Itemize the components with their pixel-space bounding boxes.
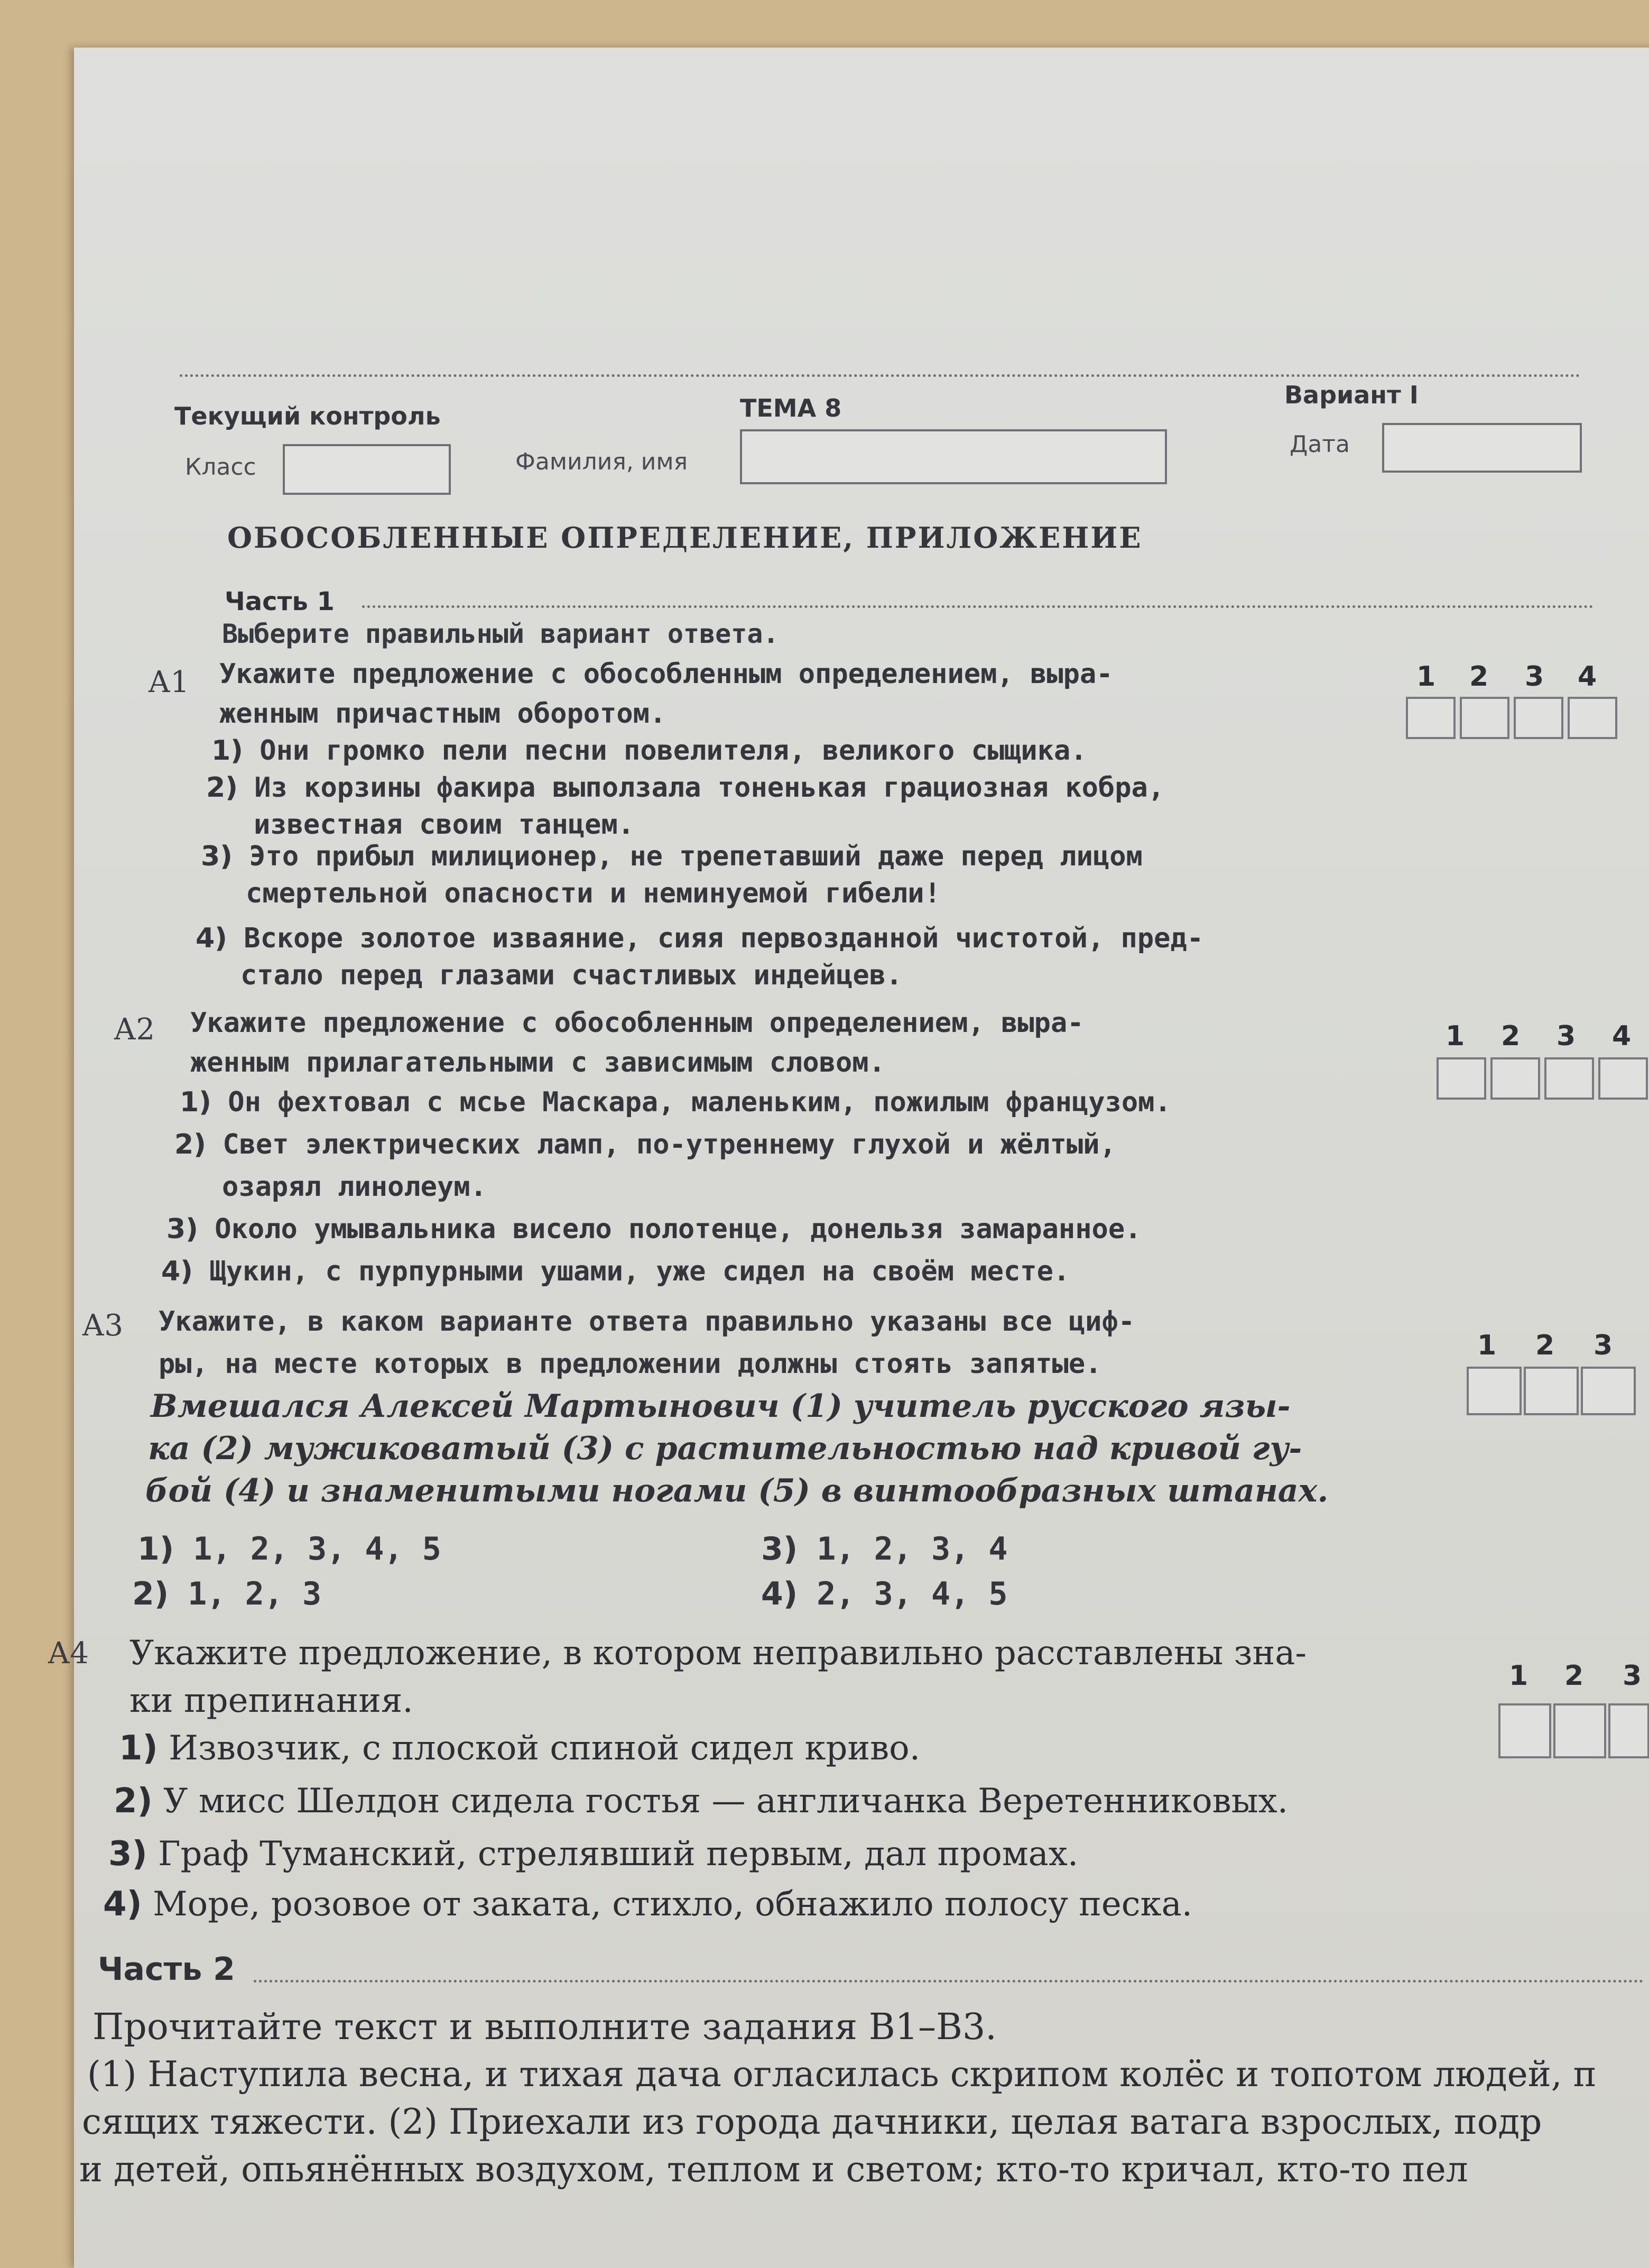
option-text: 1, 2, 3 — [188, 1575, 322, 1612]
grid-number: 4 — [1612, 1020, 1632, 1052]
option — [137, 1531, 441, 1568]
question-text-line: Укажите, в каком варианте ответа правильно указаны все циф- — [159, 1306, 1135, 1338]
option-number: 4) — [761, 1575, 798, 1612]
header-left: Текущий контроль — [174, 402, 441, 430]
answer-box[interactable] — [1524, 1367, 1579, 1415]
part1-label: Часть 1 — [225, 587, 335, 616]
option — [103, 1885, 1192, 1924]
question-text-line: женным причастным оборотом. — [219, 698, 666, 730]
grid-number: 2 — [1535, 1330, 1555, 1361]
option-text: У мисс Шелдон сидела гостья — англичанка Веретенниковых. — [163, 1782, 1289, 1821]
reading-text-line: и детей, опьянённых воздухом, теплом и светом; кто-то кричал, кто-то пел — [79, 2149, 1468, 2190]
option — [180, 1086, 1171, 1118]
answer-box[interactable] — [1498, 1703, 1551, 1758]
grid-number: 3 — [1557, 1020, 1576, 1052]
option-text: Граф Туманский, стрелявший первым, дал промах. — [158, 1834, 1079, 1874]
option — [108, 1834, 1078, 1874]
date-field[interactable] — [1382, 423, 1582, 473]
option-continuation: известная своим танцем. — [254, 809, 635, 841]
option-text: Он фехтовал с мсье Маскара, маленьким, пожилым французом. — [228, 1086, 1171, 1118]
reading-text-line: сящих тяжести. (2) Приехали из города дачники, целая ватага взрослых, подр — [82, 2101, 1542, 2142]
option-number: 3) — [108, 1834, 147, 1874]
option — [119, 1729, 920, 1768]
grid-number: 1 — [1477, 1330, 1497, 1361]
option-continuation: смертельной опасности и неминуемой гибели! — [246, 878, 941, 909]
option-number: 3) — [761, 1531, 798, 1568]
option — [114, 1782, 1288, 1821]
option-text: 1, 2, 3, 4, 5 — [193, 1531, 441, 1568]
option-number: 2) — [114, 1782, 153, 1821]
reading-text-line: (1) Наступила весна, и тихая дача огласилась скрипом колёс и топотом людей, п — [87, 2054, 1597, 2095]
answer-box[interactable] — [1467, 1367, 1522, 1415]
option — [166, 1213, 1141, 1245]
part2-divider — [254, 1980, 1644, 1983]
option-number: 4) — [161, 1256, 193, 1287]
option-number: 2) — [132, 1575, 169, 1612]
option-number: 2) — [206, 772, 238, 804]
option — [761, 1531, 1008, 1568]
option-number: 1) — [211, 735, 243, 767]
answer-box[interactable] — [1581, 1367, 1636, 1415]
name-field[interactable] — [740, 429, 1167, 484]
grid-number: 3 — [1525, 661, 1544, 693]
option-text: Щукин, с пурпурными ушами, уже сидел на своём месте. — [209, 1256, 1070, 1287]
question-text-line: ки препинания. — [129, 1681, 413, 1720]
option-text: 1, 2, 3, 4 — [817, 1531, 1008, 1568]
grid-number: 4 — [1578, 661, 1597, 693]
option — [206, 772, 1164, 804]
option-number: 3) — [166, 1213, 198, 1245]
answer-box[interactable] — [1553, 1703, 1606, 1758]
option-continuation: озарял линолеум. — [222, 1171, 487, 1203]
answer-box[interactable] — [1514, 697, 1563, 739]
option — [201, 841, 1143, 872]
quoted-sentence-line: бой (4) и знаменитыми ногами (5) в винтообразных штанах. — [145, 1472, 1329, 1509]
answer-box[interactable] — [1608, 1703, 1649, 1758]
question-id: А1 — [148, 665, 190, 699]
quoted-sentence-line: Вмешался Алексей Мартынович (1) учитель русского язы- — [151, 1388, 1291, 1425]
class-field[interactable] — [283, 444, 451, 495]
question-id: А2 — [114, 1012, 155, 1047]
class-label: Класс — [185, 454, 256, 481]
answer-box[interactable] — [1490, 1057, 1540, 1100]
option-number: 4) — [196, 923, 227, 954]
question-id: А4 — [48, 1636, 89, 1671]
question-text-line: Укажите предложение с обособленным определением, выра- — [190, 1007, 1084, 1039]
grid-number: 2 — [1469, 661, 1489, 693]
option-text: Они громко пели песни повелителя, великого сыщика. — [260, 735, 1087, 767]
option — [174, 1129, 1116, 1160]
option — [211, 735, 1087, 767]
option-text: Это прибыл милиционер, не трепетавший даже перед лицом — [249, 841, 1143, 872]
question-id: А3 — [82, 1308, 124, 1343]
option-text: 2, 3, 4, 5 — [817, 1575, 1008, 1612]
grid-number: 1 — [1446, 1020, 1465, 1052]
answer-box[interactable] — [1406, 697, 1456, 739]
grid-number: 1 — [1509, 1660, 1528, 1692]
question-text-line: женным прилагательными с зависимым словом. — [190, 1047, 885, 1078]
question-text-line: Укажите предложение, в котором неправильно расставлены зна- — [129, 1634, 1307, 1673]
top-divider — [180, 374, 1580, 377]
grid-number: 2 — [1564, 1660, 1584, 1692]
option-number: 1) — [137, 1531, 174, 1568]
answer-box[interactable] — [1598, 1057, 1648, 1100]
page-title: ОБОСОБЛЕННЫЕ ОПРЕДЕЛЕНИЕ, ПРИЛОЖЕНИЕ — [227, 521, 1143, 555]
option-text: Из корзины факира выползала тоненькая грациозная кобра, — [254, 772, 1165, 804]
question-text-line: ры, на месте которых в предложении должны стоять запятые. — [159, 1348, 1102, 1380]
option-number: 2) — [174, 1129, 206, 1160]
header-center: ТЕМА 8 — [740, 394, 842, 422]
question-text-line: Укажите предложение с обособленным определением, выра- — [219, 658, 1113, 690]
part1-divider — [362, 605, 1594, 608]
option-text: Вскоре золотое изваяние, сияя первозданной чистотой, пред- — [244, 923, 1204, 954]
date-label: Дата — [1290, 431, 1350, 458]
option-number: 1) — [119, 1729, 158, 1768]
answer-box[interactable] — [1568, 697, 1617, 739]
option-text: Извозчик, с плоской спиной сидел криво. — [169, 1729, 921, 1768]
option-text: Около умывальника висело полотенце, донельзя замаранное. — [215, 1213, 1142, 1245]
grid-number: 2 — [1501, 1020, 1521, 1052]
option-number: 3) — [201, 841, 233, 872]
grid-number: 1 — [1416, 661, 1436, 693]
part1-instruction: Выберите правильный вариант ответа. — [222, 619, 779, 649]
option-text: Свет электрических ламп, по-утреннему глухой и жёлтый, — [223, 1129, 1116, 1160]
name-label: Фамилия, имя — [515, 448, 688, 475]
option-number: 4) — [103, 1885, 142, 1924]
answer-box[interactable] — [1437, 1057, 1486, 1100]
option — [132, 1575, 321, 1612]
grid-number: 3 — [1594, 1330, 1613, 1361]
answer-box[interactable] — [1544, 1057, 1594, 1100]
grid-number: 3 — [1623, 1660, 1642, 1692]
option — [761, 1575, 1008, 1612]
header-right: Вариант I — [1284, 381, 1419, 409]
option-continuation: стало перед глазами счастливых индейцев. — [240, 960, 903, 991]
part2-label: Часть 2 — [98, 1951, 235, 1988]
option-number: 1) — [180, 1086, 211, 1118]
option — [161, 1256, 1070, 1287]
option-text: Море, розовое от заката, стихло, обнажило полосу песка. — [153, 1885, 1193, 1924]
option — [196, 923, 1203, 954]
quoted-sentence-line: ка (2) мужиковатый (3) с растительностью над кривой гу- — [148, 1430, 1302, 1467]
part2-instruction: Прочитайте текст и выполните задания В1–В3. — [92, 2006, 997, 2048]
answer-box[interactable] — [1460, 697, 1509, 739]
